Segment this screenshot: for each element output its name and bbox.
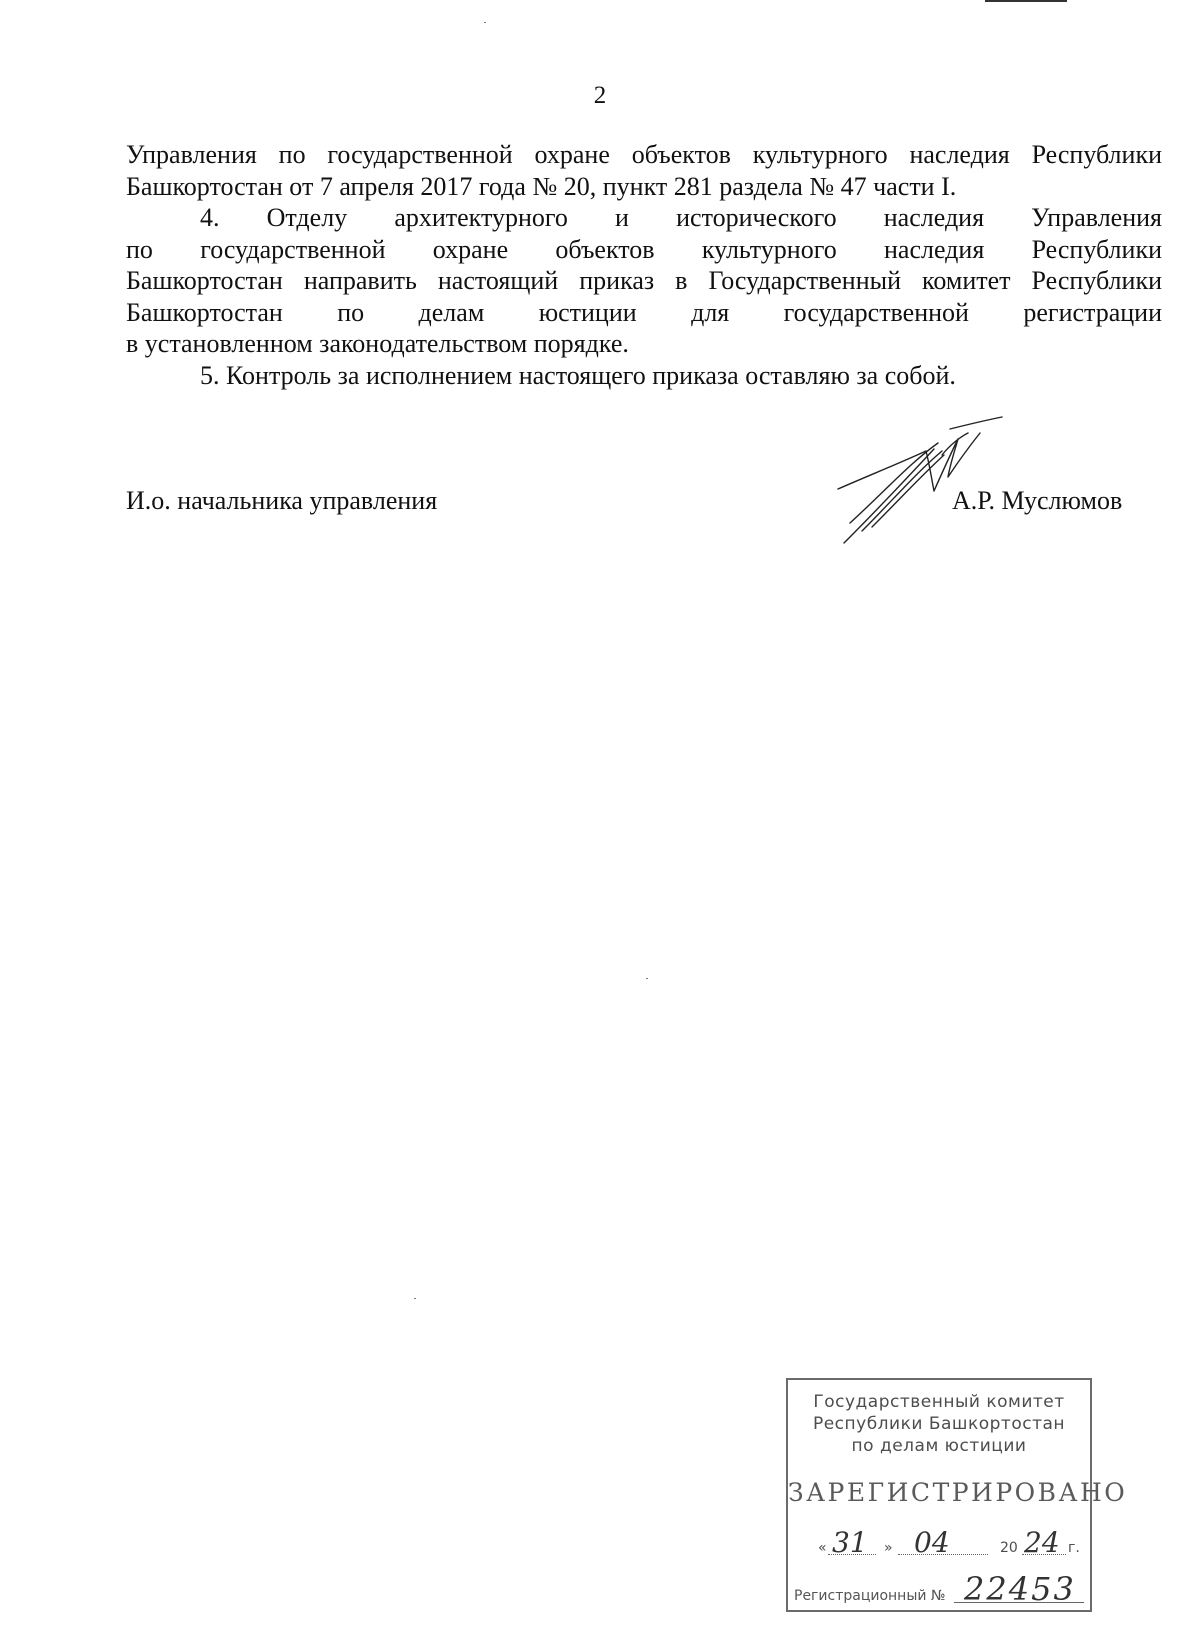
paragraph-item-5	[126, 360, 1162, 392]
page-number: 2	[593, 82, 607, 109]
close-quote: »	[884, 1540, 893, 1556]
stamp-line-2: Республики Башкортостан	[812, 1414, 1066, 1434]
stamp-year: 24	[1024, 1526, 1060, 1559]
stamp-line-1: Государственный комитет	[813, 1392, 1065, 1412]
scan-speck	[414, 1298, 416, 1299]
stamp-century: 20	[1000, 1540, 1018, 1556]
scan-speck	[484, 22, 486, 23]
text-line: Башкортостан от 7 апреля 2017 года № 20, пункт 281 раздела № 47 части I.	[126, 171, 957, 201]
stamp-date	[818, 1526, 1088, 1560]
day-underline	[828, 1554, 876, 1555]
text-line: Управления по государственной охране объектов культурного наследия Республики	[126, 140, 1162, 169]
month-underline	[898, 1554, 988, 1555]
year-suffix: г.	[1068, 1540, 1080, 1556]
open-quote: «	[818, 1540, 827, 1556]
paragraph-continuation	[126, 139, 1162, 171]
signer-position: И.о. начальника управления	[126, 486, 438, 515]
handwritten-signature	[830, 415, 1010, 555]
text-line: по государственной охране объектов культурного наследия Республики	[126, 234, 1162, 264]
paragraph-item-4	[126, 202, 1162, 234]
stamp-line-3: по делам юстиции	[851, 1436, 1027, 1456]
document-body	[126, 139, 1162, 391]
text-line: в установленном законодательством порядке.	[126, 329, 629, 358]
paragraph-item-4-end	[126, 328, 1162, 360]
text-line: 5. Контроль за исполнением настоящего приказа оставляю за собой.	[200, 360, 956, 390]
registration-stamp	[786, 1378, 1128, 1612]
year-underline	[1022, 1554, 1066, 1555]
paragraph-item-4-line	[126, 297, 1162, 329]
scan-speck	[646, 978, 648, 979]
paragraph-item-4-line	[126, 265, 1162, 297]
stamp-month: 04	[914, 1526, 950, 1559]
text-line: Башкортостан направить настоящий приказ в Государственный комитет Республики	[126, 266, 1162, 295]
text-line: Башкортостан по делам юстиции для государственной регистрации	[126, 297, 1162, 327]
stamp-status: ЗАРЕГИСТРИРОВАНО	[788, 1478, 1128, 1507]
paragraph-item-4-line	[126, 234, 1162, 266]
stamp-day: 31	[832, 1526, 868, 1559]
stamp-registration-number	[794, 1570, 1088, 1606]
number-underline	[954, 1602, 1084, 1603]
paragraph-continuation-end	[126, 171, 1162, 203]
scan-edge-mark	[985, 0, 1067, 2]
signer-name: А.Р. Муслюмов	[952, 486, 1123, 515]
registration-number-label: Регистрационный №	[794, 1588, 946, 1604]
text-line: 4. Отделу архитектурного и исторического наследия Управления	[200, 203, 1162, 232]
registration-number-value: 22453	[964, 1570, 1076, 1608]
